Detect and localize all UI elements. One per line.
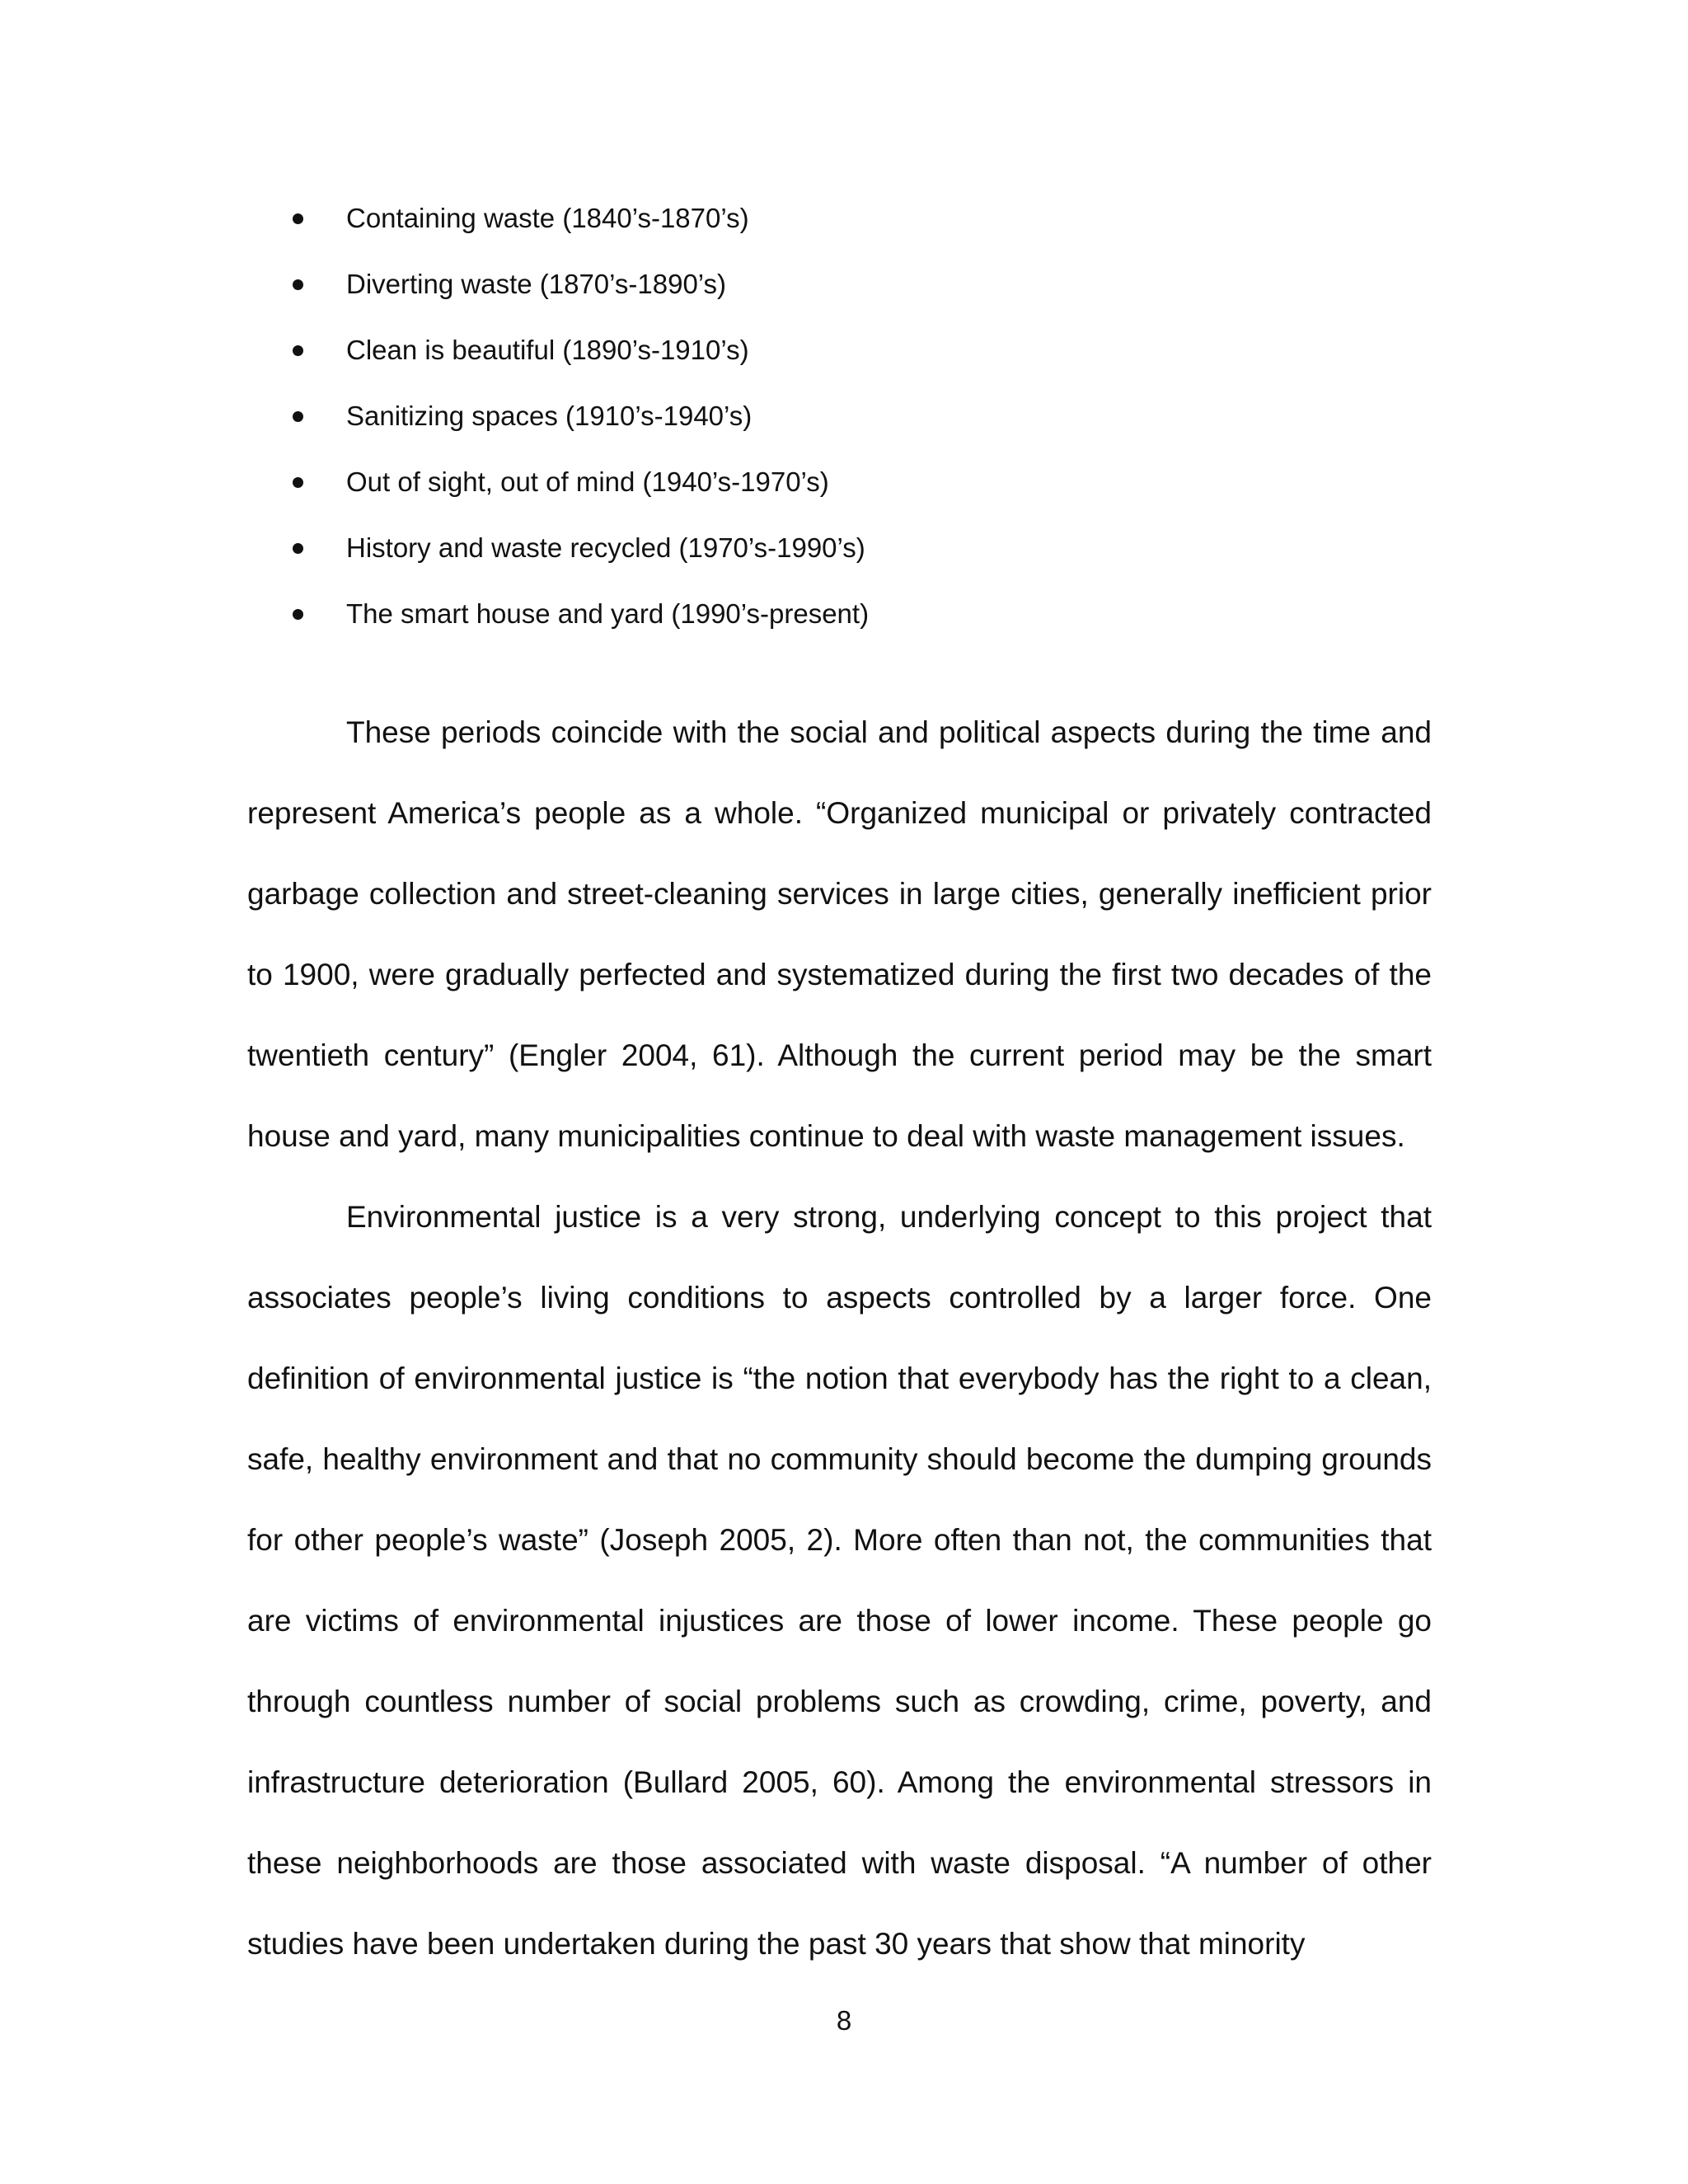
list-item-text: Diverting waste (1870’s-1890’s) bbox=[346, 269, 727, 299]
list-item bbox=[293, 332, 1447, 398]
bullet-icon bbox=[293, 543, 303, 554]
list-item-text: Out of sight, out of mind (1940’s-1970’s) bbox=[346, 466, 829, 497]
list-item-text: The smart house and yard (1990’s-present) bbox=[346, 598, 870, 629]
bullet-icon bbox=[293, 345, 303, 356]
page-number: 8 bbox=[836, 2005, 852, 2036]
bullet-icon bbox=[293, 279, 303, 290]
bullet-icon bbox=[293, 411, 303, 422]
bullet-icon bbox=[293, 477, 303, 488]
list-item bbox=[293, 530, 1447, 596]
list-item bbox=[293, 464, 1447, 530]
list-item bbox=[293, 200, 1447, 266]
paragraph-periods: These periods coincide with the social and political aspects during the time and represent America’s people as a whole. “Organized municipal or privately contracted garbage collection and street-cleaning services in large cities, generally inefficient prior to 1900, were gradually perfected and systematized during the first two decades of the twentieth century” (Engler 2004, 61). Although the current period may be the smart house and yard, many municipalities continue to deal with waste management issues. bbox=[247, 715, 1432, 1153]
list-item bbox=[293, 596, 1447, 662]
bullet-icon bbox=[293, 213, 303, 224]
list-item-text: History and waste recycled (1970’s-1990’s) bbox=[346, 532, 865, 563]
list-item-text: Clean is beautiful (1890’s-1910’s) bbox=[346, 335, 749, 365]
list-item-text: Sanitizing spaces (1910’s-1940’s) bbox=[346, 401, 753, 431]
period-list bbox=[293, 200, 1447, 662]
body-text bbox=[247, 692, 1432, 1985]
list-item-text: Containing waste (1840’s-1870’s) bbox=[346, 203, 749, 233]
paragraph-environmental-justice: Environmental justice is a very strong, underlying concept to this project that associates people’s living conditions to aspects controlled by a larger force. One definition of environmental justice is “the notion that everybody has the right to a clean, safe, healthy environment and that no community should become the dumping grounds for other people’s waste” (Joseph 2005, 2). More often than not, the communities that are victims of environmental injustices are those of lower income. These people go through countless number of social problems such as crowding, crime, poverty, and infrastructure deterioration (Bullard 2005, 60). Among the environmental stressors in these neighborhoods are those associated with waste disposal. “A number of other studies have been undertaken during the past 30 years that show that minority bbox=[247, 1200, 1432, 1961]
list-item bbox=[293, 266, 1447, 332]
bullet-icon bbox=[293, 609, 303, 620]
list-item bbox=[293, 398, 1447, 464]
